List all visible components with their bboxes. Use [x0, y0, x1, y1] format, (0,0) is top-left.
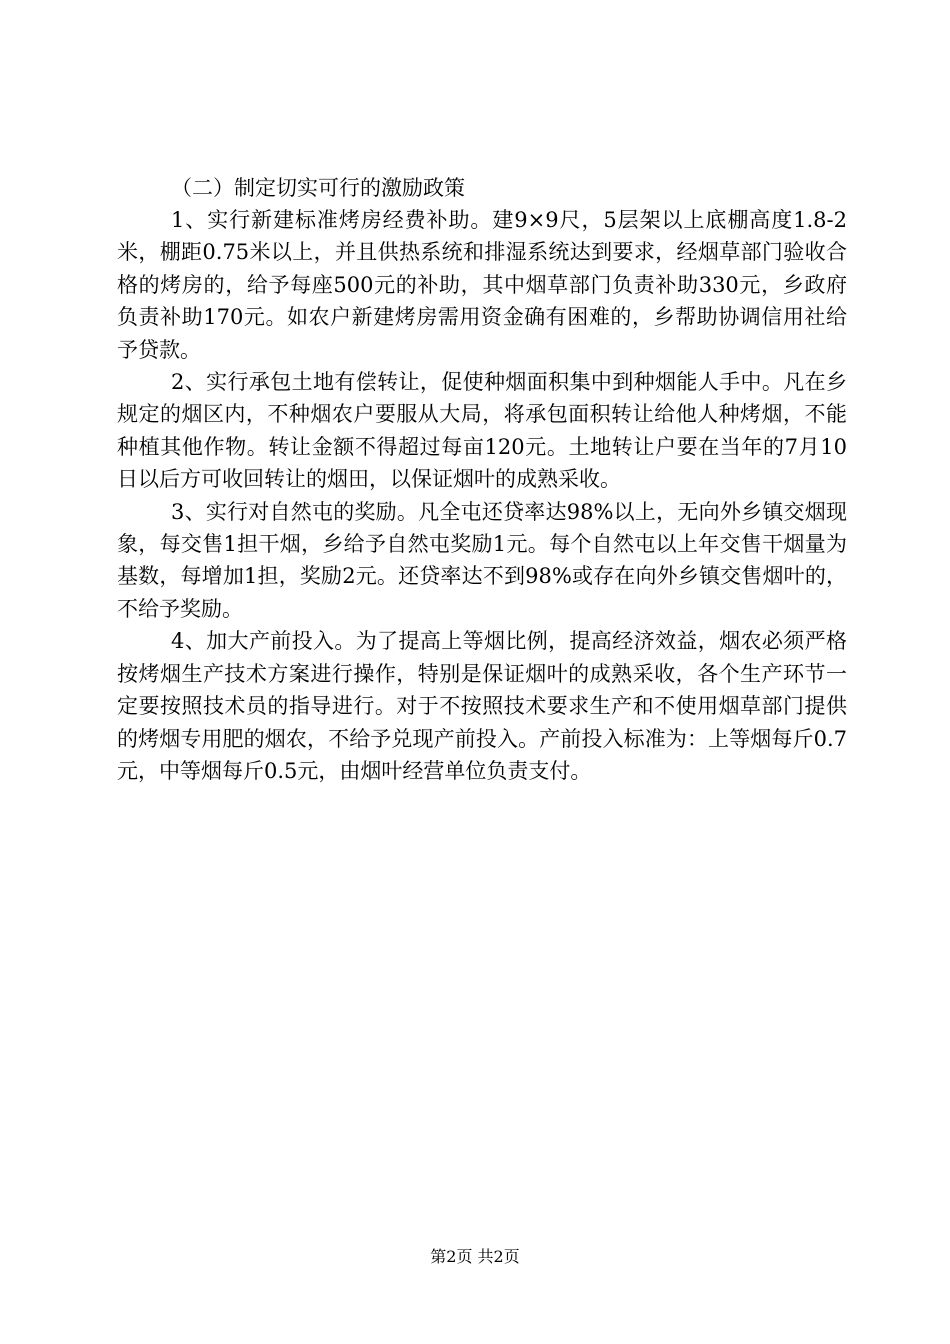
- section-heading: （二）制定切实可行的激励政策: [171, 176, 465, 200]
- paragraph-preproduction-input: 4、加大产前投入。为了提高上等烟比例，提高经济效益，烟农必须严格按烤烟生产技术方案进行操作，特别是保证烟叶的成熟采收，各个生产环节一定要按照技术员的指导进行。对于不按照技术要求生产和不使用烟草部门提供的烤烟专用肥的烟农，不给予兑现产前投入。产前投入标准为：上等烟每斤0.7元，中等烟每斤0.5元，由烟叶经营单位负责支付。: [117, 629, 847, 783]
- paragraph-village-reward: 3、实行对自然屯的奖励。凡全屯还贷率达98%以上，无向外乡镇交烟现象，每交售1担干烟，乡给予自然屯奖励1元。每个自然屯以上年交售干烟量为基数，每增加1担，奖励2元。还贷率达不到98%或存在向外乡镇交售烟叶的，不给予奖励。: [117, 499, 847, 621]
- paragraph-land-transfer: 2、实行承包土地有偿转让，促使种烟面积集中到种烟能人手中。凡在乡规定的烟区内，不种烟农户要服从大局，将承包面积转让给他人种烤烟，不能种植其他作物。转让金额不得超过每亩120元。土地转让户要在当年的7月10日以后方可收回转让的烟田，以保证烟叶的成熟采收。: [117, 370, 847, 492]
- page-footer: 第2页 共2页: [430, 1247, 520, 1266]
- document-body: [117, 172, 847, 787]
- paragraph-subsidy: 1、实行新建标准烤房经费补助。建9×9尺，5层架以上底棚高度1.8-2米，棚距0.75米以上，并且供热系统和排湿系统达到要求，经烟草部门验收合格的烤房的，给予每座500元的补助，其中烟草部门负责补助330元，乡政府负责补助170元。如农户新建烤房需用资金确有困难的，乡帮助协调信用社给予贷款。: [117, 208, 847, 362]
